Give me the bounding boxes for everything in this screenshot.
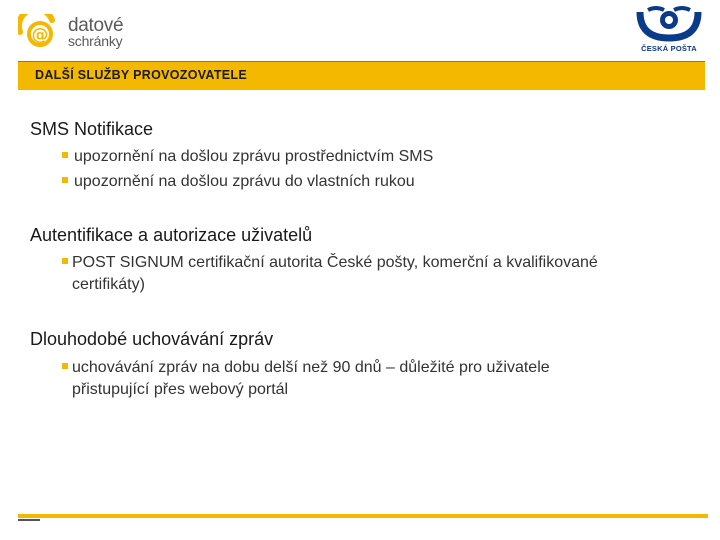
heading-dlouhodobe-uchovavani: Dlouhodobé uchovávání zpráv <box>30 329 274 349</box>
post-horn-logo-icon <box>636 6 702 42</box>
bullet-text: upozornění na došlou zprávu prostřednictvím SMS <box>74 148 434 165</box>
bullet-square-icon <box>62 177 68 183</box>
bullet-square-icon <box>62 258 68 264</box>
banner-title: DALŠÍ SLUŽBY PROVOZOVATELE <box>35 68 247 82</box>
bullet-text-continuation: certifikáty) <box>72 276 145 293</box>
logo-word-datove: datové <box>68 15 124 36</box>
datove-schranky-logo <box>18 14 138 54</box>
svg-text:@: @ <box>31 25 49 45</box>
bullet-text: POST SIGNUM certifikační autorita České pošty, komerční a kvalifikované <box>72 254 598 271</box>
heading-autentifikace: Autentifikace a autorizace uživatelů <box>30 225 313 245</box>
banner-top-rule <box>18 61 705 62</box>
list-item <box>62 359 550 377</box>
bullet-text: uchovávání zpráv na dobu delší než 90 dnů – důležité pro uživatele <box>72 359 550 376</box>
list-item <box>62 173 415 191</box>
at-sign-logo-icon <box>18 14 64 50</box>
list-item <box>62 254 598 272</box>
ceska-posta-name: ČESKÁ POŠTA <box>641 44 697 53</box>
list-item <box>62 148 433 166</box>
bullet-square-icon <box>62 363 68 369</box>
bullet-square-icon <box>62 152 68 158</box>
ceska-posta-logo <box>634 6 704 56</box>
footer-mark <box>18 519 40 521</box>
footer-rule <box>18 514 708 518</box>
bullet-text: upozornění na došlou zprávu do vlastních rukou <box>74 173 415 190</box>
section-banner <box>18 61 705 90</box>
logo-word-schranky: schránky <box>68 33 123 49</box>
bullet-text-continuation: přistupující přes webový portál <box>72 381 289 398</box>
heading-sms-notifikace: SMS Notifikace <box>30 119 154 139</box>
